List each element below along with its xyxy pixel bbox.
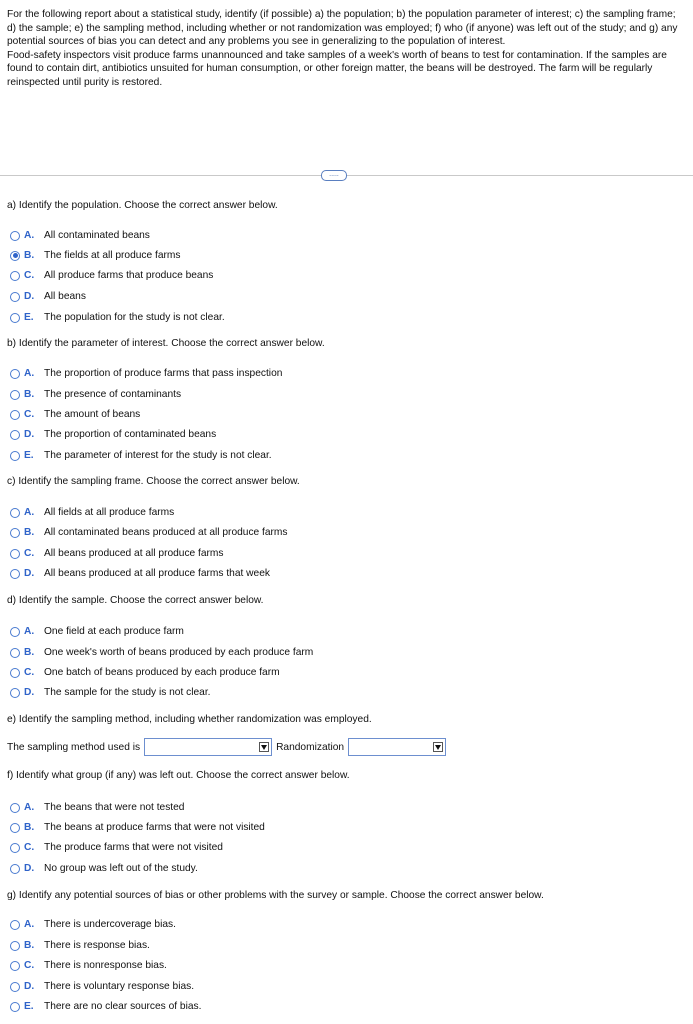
option-d-A[interactable]: A. One field at each produce farm — [10, 624, 184, 639]
sampling-method-select[interactable] — [144, 738, 272, 756]
option-b-E[interactable]: E. The parameter of interest for the study is not clear. — [10, 448, 272, 463]
radio-button[interactable] — [10, 843, 20, 853]
radio-button[interactable] — [10, 369, 20, 379]
option-f-D[interactable]: D. No group was left out of the study. — [10, 861, 198, 876]
radio-button[interactable] — [10, 549, 20, 559]
radio-button[interactable] — [10, 528, 20, 538]
radio-button[interactable] — [10, 668, 20, 678]
radio-button[interactable] — [10, 920, 20, 930]
radio-button[interactable] — [10, 961, 20, 971]
radio-button[interactable] — [10, 231, 20, 241]
option-f-B[interactable]: B. The beans at produce farms that were not visited — [10, 820, 265, 835]
option-a-C[interactable]: C. All produce farms that produce beans — [10, 268, 213, 283]
randomization-select[interactable] — [348, 738, 446, 756]
radio-button[interactable] — [10, 823, 20, 833]
study-description: Food-safety inspectors visit produce farms unannounced and take samples of a week's worth of beans to test for contamination. If the samples are found to contain dirt, antibiotics unsuited for human consumption, or other foreign matter, the beans will be destroyed. The farm will be regularly reinspected until purity is restored. — [7, 49, 667, 88]
option-b-D[interactable]: D. The proportion of contaminated beans — [10, 427, 216, 442]
option-d-D[interactable]: D. The sample for the study is not clear. — [10, 685, 210, 700]
question-c-prompt: c) Identify the sampling frame. Choose the correct answer below. — [7, 476, 300, 487]
option-c-B[interactable]: B. All contaminated beans produced at all produce farms — [10, 525, 288, 540]
option-d-B[interactable]: B. One week's worth of beans produced by each produce farm — [10, 645, 313, 660]
question-f-prompt: f) Identify what group (if any) was left out. Choose the correct answer below. — [7, 770, 350, 781]
radio-button[interactable] — [10, 390, 20, 400]
radio-button[interactable] — [10, 313, 20, 323]
radio-button[interactable] — [10, 627, 20, 637]
option-f-A[interactable]: A. The beans that were not tested — [10, 800, 184, 815]
question-d-prompt: d) Identify the sample. Choose the correct answer below. — [7, 595, 264, 606]
question-b-prompt: b) Identify the parameter of interest. Choose the correct answer below. — [7, 338, 325, 349]
radio-button[interactable] — [10, 941, 20, 951]
instructions-text: For the following report about a statistical study, identify (if possible) a) the population; b) the population parameter of interest; c) the sampling frame; d) the sample; e) the sampling method, including whether or not randomization was employed; f) who (if anyone) was left out of the study; and g) any potential sources of bias you can detect and any problems you see in generalizing to the population of interest. — [7, 9, 678, 47]
expand-handle-button[interactable]: ..... — [321, 170, 347, 181]
radio-button[interactable] — [10, 508, 20, 518]
option-c-A[interactable]: A. All fields at all produce farms — [10, 505, 174, 520]
option-g-E[interactable]: E. There are no clear sources of bias. — [10, 999, 201, 1014]
option-b-B[interactable]: B. The presence of contaminants — [10, 387, 181, 402]
radio-button[interactable] — [10, 292, 20, 302]
radio-button[interactable] — [10, 451, 20, 461]
problem-statement — [7, 8, 687, 89]
sampling-method-row — [7, 737, 450, 757]
randomization-label: Randomization — [276, 741, 345, 753]
dropdown-arrow-icon[interactable] — [259, 742, 269, 752]
sampling-method-label: The sampling method used is — [7, 741, 141, 753]
radio-button[interactable] — [10, 648, 20, 658]
option-c-C[interactable]: C. All beans produced at all produce farms — [10, 546, 224, 561]
option-a-D[interactable]: D. All beans — [10, 289, 86, 304]
radio-button[interactable] — [10, 803, 20, 813]
option-b-C[interactable]: C. The amount of beans — [10, 407, 140, 422]
option-c-D[interactable]: D. All beans produced at all produce farms that week — [10, 566, 270, 581]
radio-button[interactable] — [10, 864, 20, 874]
radio-button[interactable] — [10, 982, 20, 992]
option-g-A[interactable]: A. There is undercoverage bias. — [10, 917, 176, 932]
question-a-prompt: a) Identify the population. Choose the correct answer below. — [7, 200, 278, 211]
option-a-B[interactable]: B. The fields at all produce farms — [10, 248, 180, 263]
option-f-C[interactable]: C. The produce farms that were not visited — [10, 840, 223, 855]
radio-button[interactable] — [10, 410, 20, 420]
option-g-C[interactable]: C. There is nonresponse bias. — [10, 958, 167, 973]
option-a-E[interactable]: E. The population for the study is not clear. — [10, 310, 225, 325]
radio-button-selected[interactable] — [10, 251, 20, 261]
option-g-D[interactable]: D. There is voluntary response bias. — [10, 979, 194, 994]
option-d-C[interactable]: C. One batch of beans produced by each produce farm — [10, 665, 280, 680]
option-a-A[interactable]: A. All contaminated beans — [10, 228, 150, 243]
radio-button[interactable] — [10, 271, 20, 281]
radio-button[interactable] — [10, 688, 20, 698]
question-e-prompt: e) Identify the sampling method, including whether randomization was employed. — [7, 714, 372, 725]
option-b-A[interactable]: A. The proportion of produce farms that pass inspection — [10, 366, 282, 381]
option-g-B[interactable]: B. There is response bias. — [10, 938, 150, 953]
question-g-prompt: g) Identify any potential sources of bias or other problems with the survey or sample. Choose the correct answer below. — [7, 890, 544, 901]
radio-button[interactable] — [10, 1002, 20, 1012]
radio-button[interactable] — [10, 569, 20, 579]
radio-button[interactable] — [10, 430, 20, 440]
dropdown-arrow-icon[interactable] — [433, 742, 443, 752]
